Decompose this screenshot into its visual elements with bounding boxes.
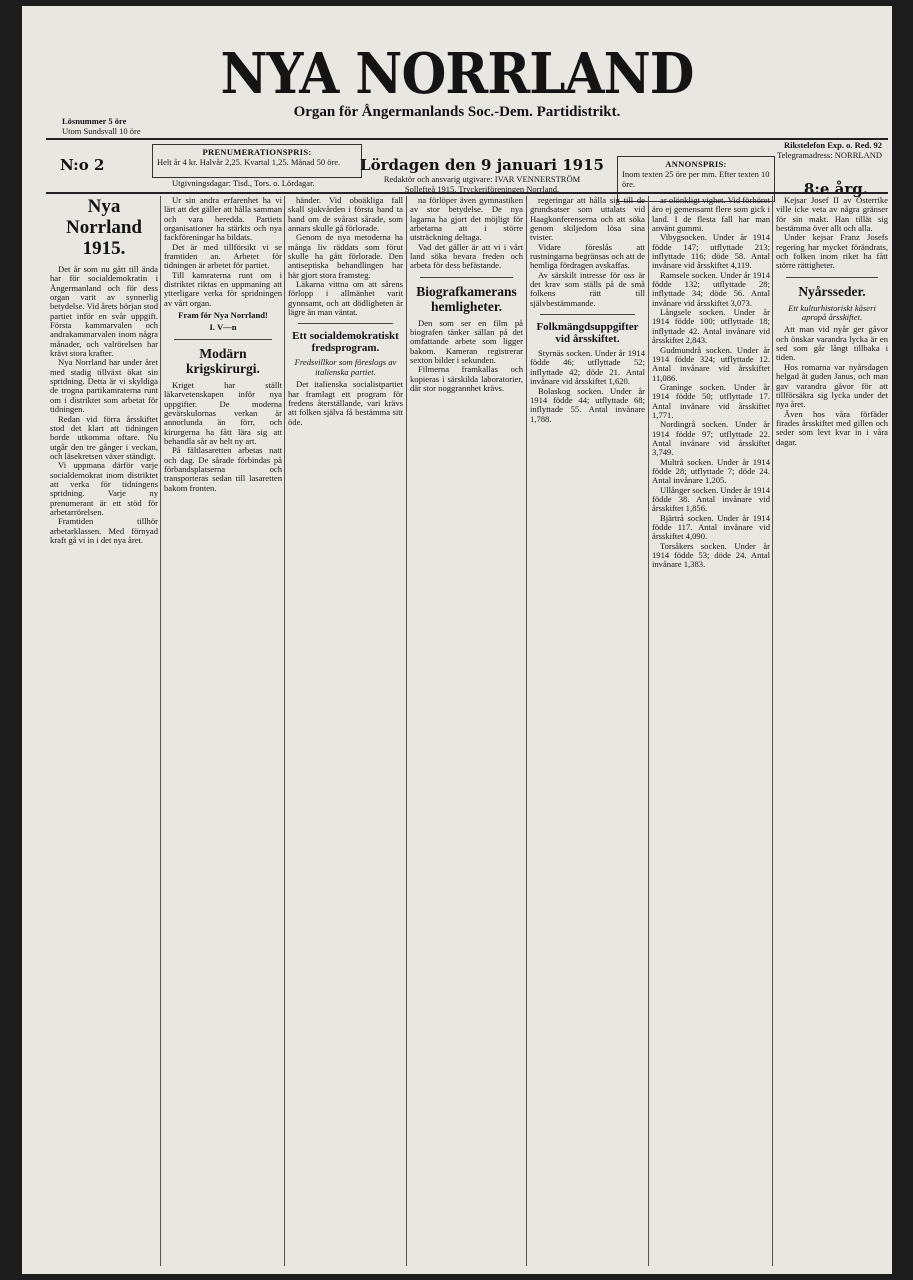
article-paragraph: Det är med tillförsikt vi se framtiden an. Arbetet för tidningen är arbetet för partiet. xyxy=(164,241,282,271)
article-subheadline: Ett kulturhistoriskt kåseri apropå årsskiftet. xyxy=(788,302,876,323)
issue-date: Lördagen den 9 januari 1915 xyxy=(360,156,604,174)
column-3 xyxy=(288,196,403,1268)
article-paragraph: regeringar att hålla sig till de grundsatser som uttalats vid Haagkonferenserna och att söka genom skiljedom lösa sina tvister. xyxy=(530,196,645,243)
article-paragraph: Vi uppmana därför varje socialdemokrat inom distriktet att verka för tidningens spridning. Varje ny prenumerant är ett stöd för arbetarrörelsen. xyxy=(50,460,158,517)
column-4 xyxy=(410,196,523,1268)
lead-headline: Nya Norrland 1915. xyxy=(66,196,142,259)
article-paragraph: Kriget har ställt läkarvetenskapen inför nya uppgifter. De moderna gevärskulornas verkan är annorlunda än förr, och kirurgerna ha fått lära sig att behandla sår av helt ny art. xyxy=(164,379,282,446)
article-separator xyxy=(420,277,513,278)
article-paragraph: Redan vid förra årsskiftet stod det klart att tidningen borde utkomma oftare. Nu utgår den tre gånger i veckan, och läsekretsen växer ständigt. xyxy=(50,413,158,461)
masthead xyxy=(22,42,892,121)
article-paragraph: Även hos våra förfäder firades årsskiftet med gillen och seder som levt kvar in i våra dagar. xyxy=(776,408,888,447)
column-5 xyxy=(530,196,645,1268)
dateline xyxy=(352,156,612,194)
newspaper-subtitle: Organ för Ångermanlands Soc.-Dem. Partidistrikt. xyxy=(293,104,621,120)
printer-line: Sollefteå 1915. Tryckeriföreningen Norrland. xyxy=(404,184,560,194)
article-paragraph: Multrå socken. Under år 1914 födde 28; utflyttade 7; döde 24. Antal invånare 1,205. xyxy=(652,456,770,486)
article-signature: I. V—n xyxy=(209,322,237,333)
article-paragraph: Bjärtrå socken. Under år 1914 födde 117. Antal invånare vid årsskiftet 4,090. xyxy=(652,512,770,542)
article-paragraph: Gudmundrå socken. Under år 1914 födde 324; utflyttade 12. Antal invånare vid årsskiftet 11,086. xyxy=(652,344,770,383)
column-divider xyxy=(526,196,527,1266)
article-paragraph: Vidare föreslås att rustningarna begränsas och att de hemliga fördragen avskaffas. xyxy=(530,241,645,271)
article-separator xyxy=(298,323,393,324)
article-paragraph: Nordingrå socken. Under år 1914 födde 97; utflyttade 22. Antal invånare vid årsskiftet 3,749. xyxy=(652,419,770,458)
column-1 xyxy=(50,196,158,1268)
newspaper-page xyxy=(22,6,892,1274)
issue-number: N:o 2 xyxy=(60,156,105,174)
article-paragraph: Filmerna framkallas och kopieras i särskilda laboratorier, där stor noggrannhet krävs. xyxy=(410,364,523,394)
article-paragraph: Av särskilt intresse för oss är det krav som ställs på de små folkens rätt till självbestämmande. xyxy=(530,269,645,308)
article-paragraph: Under kejsar Franz Josefs regering har mycket förändrats, och folken inom riket ha fått större rättigheter. xyxy=(776,232,888,271)
column-divider xyxy=(160,196,161,1266)
masthead-rule-bottom xyxy=(46,192,888,194)
article-subheadline: Fredsvillkor som föreslogs av italienska partiet. xyxy=(294,357,397,377)
subscription-text: Helt år 4 kr. Halvår 2,25. Kvartal 1,25. Månad 50 öre. xyxy=(157,157,341,167)
column-divider xyxy=(648,196,649,1266)
phone-label: Rikstelefon Exp. o. Red. 92 xyxy=(784,140,882,150)
article-signoff: Fram för Nya Norrland! xyxy=(178,310,268,321)
article-paragraph: Det italienska socialistpartiet har framlagt ett program för fredens återställande, vari krävs att folken själva få bestämma sitt öde. xyxy=(288,379,403,427)
article-paragraph: Läkarna vittna om att sårens förlopp i allmänhet varit gynnsamt, och att dödligheten är lägre än man väntat. xyxy=(288,279,403,318)
advertising-title: ANNONSPRIS: xyxy=(665,159,727,169)
volume-year: 8:e årg. xyxy=(803,180,868,198)
article-separator xyxy=(174,339,272,340)
article-paragraph: Ur sin andra erfarenhet ha vi lärt att det gäller att hålla samman och vara beredda. Partiets organisationer ha stärkts och nya fackföreningar ha bildats. xyxy=(164,196,282,243)
article-paragraph: Nya Norrland har under året med stadig tillväxt ökat sin spridning. Detta är vi skyldiga de trogna partikamraterna runt om i distriktet som arbetat för tidningen. xyxy=(50,357,158,415)
article-paragraph: na förlöper även gymnastiken av stor betydelse. De nya lagarna ha gjort det möjligt för arbetarna att i större utsträckning deltaga. xyxy=(410,196,523,243)
editor-line: Redaktör och ansvarig utgivare: IVAR VENNERSTRÖM xyxy=(383,174,581,184)
column-7 xyxy=(776,196,888,1268)
article-headline: Biografkamerans hemligheter. xyxy=(416,283,517,314)
publication-days: Utgivningsdagar: Tisd., Tors. o. Lördagar. xyxy=(172,178,315,188)
column-2 xyxy=(164,196,282,1268)
article-paragraph: På fältlasaretten arbetas natt och dag. De sårade förbindas på förbandsplatserna och transporteras sedan till lasaretten bakom fronten. xyxy=(164,445,282,493)
article-paragraph: Att man vid nyår ger gåvor och önskar varandra lycka är en sed som går långt tillbaka i tiden. xyxy=(776,324,888,363)
article-separator xyxy=(540,314,635,315)
article-paragraph: Vibygsocken. Under år 1914 födde 147; utflyttade 213; inflyttade 116; döde 58. Antal invånare vid årsskiftet 4,119. xyxy=(652,232,770,271)
article-headline: Modärn krigskirurgi. xyxy=(186,345,260,376)
article-paragraph: Den som ser en film på biografen tänker sällan på det omfattande arbete som ligger bakom. Kameran registrerar sexton bilder i sekunden. xyxy=(410,317,523,366)
article-separator xyxy=(786,277,878,278)
article-paragraph: Ullånger socken. Under år 1914 födde 38. Antal invånare vid årsskiftet 1,856. xyxy=(652,484,770,514)
article-paragraph: Kejsar Josef II av Österrike ville icke veta av några gränser för sin makt. Han tillät sig bestämma över allt och alla. xyxy=(776,196,888,234)
article-paragraph: Genom de nya metoderna ha många liv räddats som förut skulle ha gått förlorade. Den antiseptiska behandlingen har här gjort stora framsteg. xyxy=(288,232,403,280)
article-headline: Folkmängdsuppgifter vid årsskiftet. xyxy=(536,321,639,346)
article-paragraph: Hos romarna var nyårsdagen helgad åt guden Janus, och man gav varandra gåvor för att tillförsäkra sig lycka under det nya året. xyxy=(776,361,888,410)
column-divider xyxy=(284,196,285,1266)
article-paragraph: Framtiden tillhör arbetarklassen. Med förnyad kraft gå vi in i det nya året. xyxy=(50,516,158,545)
article-paragraph: Det år som nu gått till ända har för socialdemokratin i Ångermanland och för dess organ varit av synnerlig betydelse. Vid årets början stod partiet inför en svår uppgift. Första kammarvalen och andrakammarvalen inom några månader, och valrörelsen har krävt stora krafter. xyxy=(50,264,158,359)
article-paragraph: Till kamraterna runt om i distriktet riktas en uppmaning att ytterligare verka för spridningen av vårt organ. xyxy=(164,269,282,308)
article-paragraph: Graninge socken. Under år 1914 födde 50; utflyttade 17. Antal invånare vid årsskiftet 1,771. xyxy=(652,381,770,420)
article-paragraph: Styrnäs socken. Under år 1914 födde 46; utflyttade 52; inflyttade 42; döde 21. Antal invånare vid årsskiftet 1,620. xyxy=(530,348,645,387)
article-paragraph: Vad det gäller är att vi i vårt land söka bevara freden och arbeta för dess befästande. xyxy=(410,241,523,271)
article-paragraph: Långsele socken. Under år 1914 födde 100; utflyttade 18; inflyttade 42. Antal invånare vid årsskiftet 2,843. xyxy=(652,307,770,346)
article-paragraph: ar olönkligt vighet. Vid förhöret äro ej gemensamt flere som gick i land. I de flesta fall har man använt gummi. xyxy=(652,196,770,234)
article-paragraph: Ramsele socken. Under år 1914 födde 132; utflyttade 28; inflyttade 34; döde 56. Antal invånare vid årsskiftet 3,073. xyxy=(652,269,770,308)
price-label: Lösnummer 5 öre xyxy=(62,116,127,126)
subscription-title: PRENUMERATIONSPRIS: xyxy=(202,147,312,157)
advertising-text: Inom texten 25 öre per mm. Efter texten 10 öre. xyxy=(622,169,770,189)
phone-note: Telegramadress: NORRLAND xyxy=(777,150,882,160)
subscription-box xyxy=(152,144,362,178)
article-headline: Nyårsseder. xyxy=(798,283,866,299)
article-paragraph: händer. Vid oboäkliga fall skall sjukvården i första hand ta hand om de svårast sårade, som annars skulle gå förlorade. xyxy=(288,196,403,234)
price-note: Utom Sundsvall 10 öre xyxy=(62,126,141,136)
column-6 xyxy=(652,196,770,1268)
masthead-rule-top xyxy=(46,138,888,140)
article-headline: Ett socialdemokratiskt fredsprogram. xyxy=(292,330,399,355)
column-divider xyxy=(406,196,407,1266)
article-paragraph: Torsåkers socken. Under år 1914 födde 53; döde 24. Antal invånare 1,383. xyxy=(652,540,770,570)
column-divider xyxy=(772,196,773,1266)
newspaper-title: NYA NORRLAND xyxy=(220,41,694,107)
article-paragraph: Bolaskog socken. Under år 1914 födde 44; utflyttade 68; inflyttade 55. Antal invånare 1,788. xyxy=(530,385,645,424)
